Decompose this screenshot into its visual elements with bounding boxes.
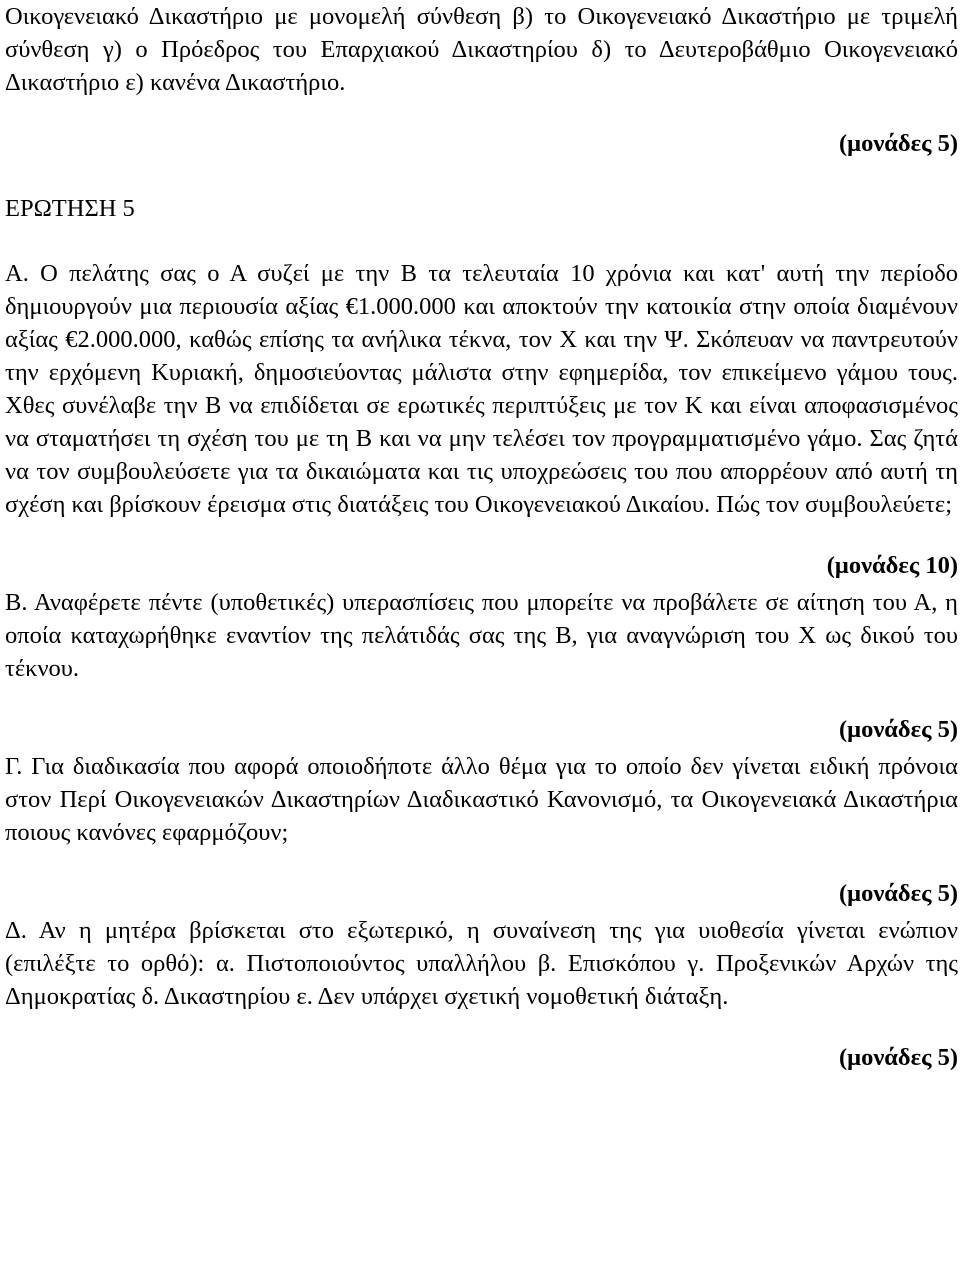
part-a-marks: (μονάδες 10) xyxy=(826,552,958,579)
exam-page xyxy=(5,0,958,1074)
question-heading: ΕΡΩΤΗΣΗ 5 xyxy=(5,195,135,222)
part-d-paragraph: Δ. Αν η μητέρα βρίσκεται στο εξωτερικό, η συναίνεση της για υιοθεσία γίνεται ενώπιον (επιλέξτε το ορθό): α. Πιστοποιούντος υπαλλήλου β. Επισκόπου γ. Προξενικών Αρχών της Δημοκρατίας δ. Δικαστηρίου ε. Δεν υπάρχει σχετική νομοθετική διάταξη. xyxy=(5,917,958,1010)
spacer xyxy=(5,521,958,549)
part-b-marks: (μονάδες 5) xyxy=(839,716,958,743)
spacer xyxy=(5,1013,958,1041)
spacer xyxy=(5,685,958,713)
intro-paragraph: Οικογενειακό Δικαστήριο με μονομελή σύνθεση β) το Οικογενειακό Δικαστήριο με τριμελή σύνθεση γ) ο Πρόεδρος του Επαρχιακού Δικαστηρίου δ) το Δευτεροβάθμιο Οικογενειακό Δικαστήριο ε) κανένα Δικαστήριο. xyxy=(5,3,958,96)
spacer xyxy=(5,849,958,877)
part-d-marks: (μονάδες 5) xyxy=(839,1044,958,1071)
part-a-paragraph: Α. Ο πελάτης σας ο Α συζεί με την Β τα τελευταία 10 χρόνια και κατ' αυτή την περίοδο δημιουργούν μια περιουσία αξίας €1.000.000 και αποκτούν την κατοικία στην οποία διαμένουν αξίας €2.000.000, καθώς επίσης τα ανήλικα τέκνα, τον Χ και την Ψ. Σκόπευαν να παντρευτούν την ερχόμενη Κυριακή, δημοσιεύοντας μάλιστα στην εφημερίδα, τον επικείμενο γάμου τους. Χθες συνέλαβε την Β να επιδίδεται σε ερωτικές περιπτύξεις με τον Κ και είναι αποφασισμένος να σταματήσει τη σχέση του με τη Β και να μην τελέσει τον προγραμματισμένο γάμο. Σας ζητά να τον συμβουλεύσετε για τα δικαιώματα και τις υποχρεώσεις του που απορρέουν από αυτή τη σχέση και βρίσκουν έρεισμα στις διατάξεις του Οικογενειακού Δικαίου. Πώς τον συμβουλεύετε; xyxy=(5,260,958,518)
part-c-paragraph: Γ. Για διαδικασία που αφορά οποιοδήποτε άλλο θέμα για το οποίο δεν γίνεται ειδική πρόνοια στον Περί Οικογενειακών Δικαστηρίων Διαδικαστικό Κανονισμό, τα Οικογενειακά Δικαστήρια ποιους κανόνες εφαρμόζουν; xyxy=(5,753,958,846)
spacer xyxy=(5,160,958,192)
spacer xyxy=(5,99,958,127)
part-c-marks: (μονάδες 5) xyxy=(839,880,958,907)
spacer xyxy=(5,225,958,257)
intro-marks: (μονάδες 5) xyxy=(839,130,958,157)
part-b-paragraph: Β. Αναφέρετε πέντε (υποθετικές) υπερασπίσεις που μπορείτε να προβάλετε σε αίτηση του Α, η οποία καταχωρήθηκε εναντίον της πελάτιδάς σας της Β, για αναγνώριση του Χ ως δικού του τέκνου. xyxy=(5,589,958,682)
